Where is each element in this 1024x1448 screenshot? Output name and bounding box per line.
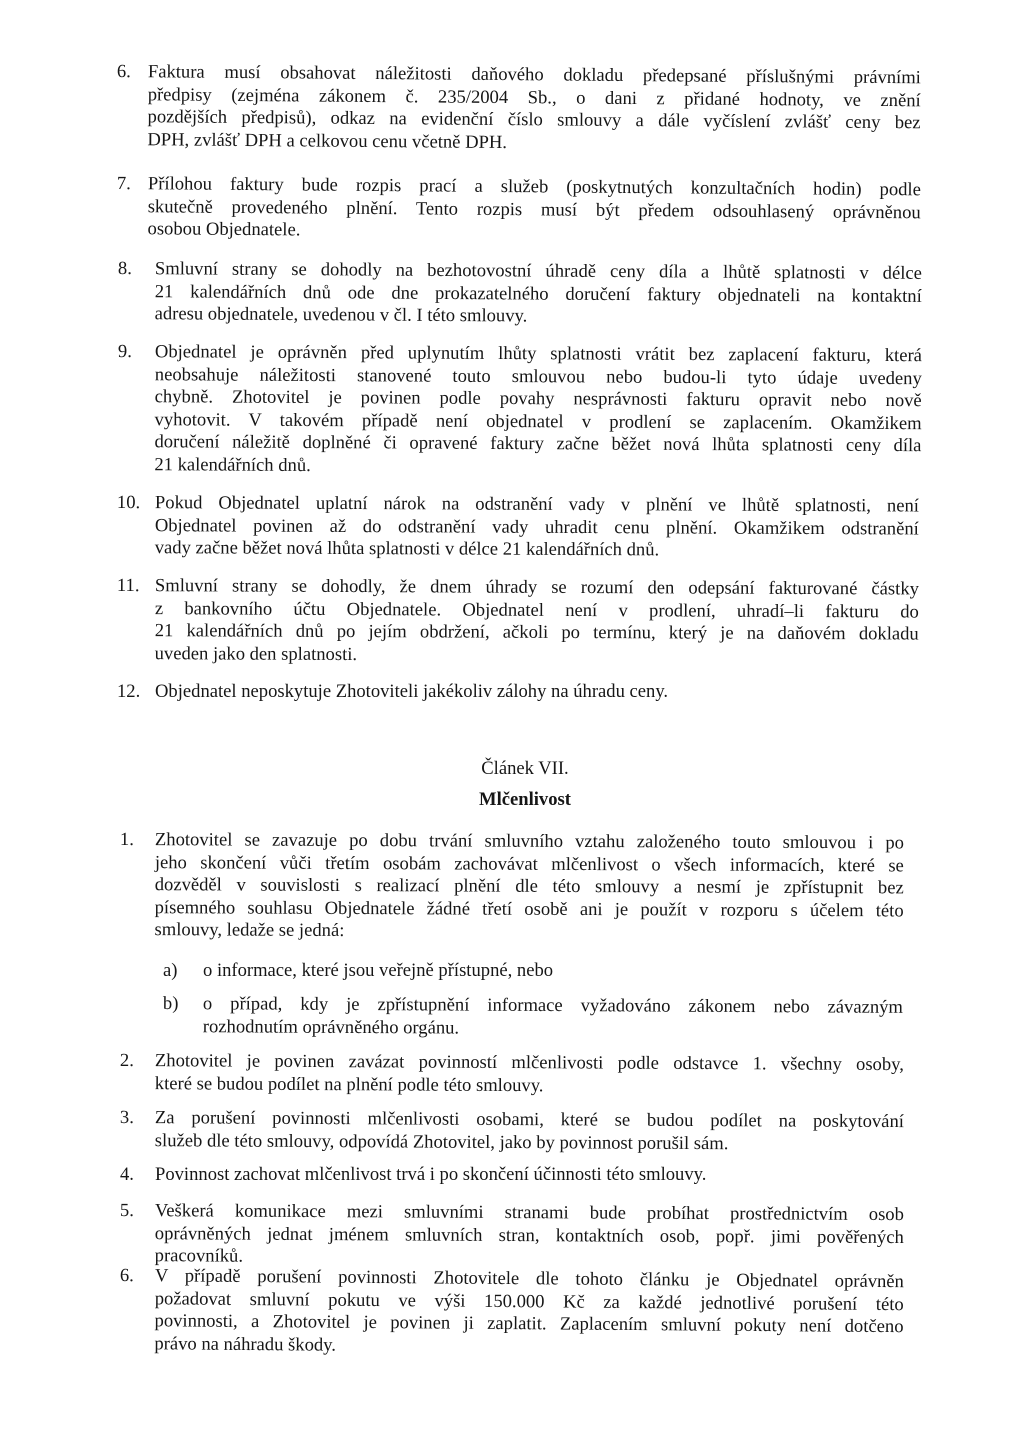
paragraph-line: 21 kalendářních dnů po jejím obdržení, ačkoli po termínu, který je na daňovém dokladu	[154, 620, 919, 645]
list-letter: b)	[162, 993, 179, 1015]
paragraph-line: právo na náhradu škody.	[154, 1333, 337, 1356]
paragraph-line: předpisy (zejména zákonem č. 235/2004 Sb., o dani z přidané hodnoty, ve znění	[147, 83, 921, 111]
paragraph-number: 2.	[119, 1050, 134, 1072]
paragraph-line: osobou Objednatele.	[147, 218, 301, 241]
list-letter: a)	[163, 960, 178, 981]
paragraph-line: V případě porušení povinnosti Zhotovitele dle tohoto článku je Objednatel oprávněn	[154, 1265, 904, 1293]
paragraph-vii-6	[119, 1265, 904, 1362]
paragraph-line: jeho skončení vůči třetím osobám zachovávat mlčenlivost o všech informacích, které se	[154, 851, 904, 877]
paragraph-line: Veškerá komunikace mezi smluvními stranami bude probíhat prostřednictvím osob	[154, 1200, 904, 1226]
paragraph-vii-4	[120, 1164, 904, 1187]
paragraph-line: Zhotovitel se zavazuje po dobu trvání smluvního vztahu založeného touto smlouvou i po	[154, 829, 904, 854]
paragraph-vi-10	[117, 492, 919, 563]
paragraph-line: neobsahuje náležitosti stanovené touto smlouvou nebo budou-li tyto údaje uvedeny	[154, 363, 922, 389]
paragraph-vii-2	[120, 1050, 904, 1099]
paragraph-line: Smluvní strany se dohodly na bezhotovostní úhradě ceny díla a lhůtě splatnosti v délce	[154, 258, 922, 284]
paragraph-line: vady začne běžet nová lhůta splatnosti v délce 21 kalendářních dnů.	[154, 537, 660, 561]
paragraph-line: pozdějších předpisů), odkaz na evidenční číslo smlouvy a dále vyčíslení zvlášť ceny bez	[147, 106, 921, 134]
paragraph-line: adresu objednatele, uvedenou v čl. I této smlouvy.	[154, 303, 528, 327]
paragraph-number: 7.	[116, 173, 131, 195]
paragraph-vi-6	[116, 61, 921, 158]
paragraph-line: Přílohou faktury bude rozpis prací a služeb (poskytnutých konzultačních hodin) podle	[147, 173, 921, 201]
paragraph-line: povinnosti, a Zhotovitel je povinen ji zaplatit. Zaplacením smluvní pokuty není dotčeno	[154, 1310, 904, 1338]
paragraph-line: Objednatel povinen až do odstranění vady uhradit cenu plnění. Okamžikem odstranění	[154, 514, 919, 540]
article-number: Článek VII.	[481, 758, 569, 779]
list-line: o informace, které jsou veřejně přístupné, nebo	[203, 960, 554, 981]
paragraph-line: DPH, zvlášť DPH a celkovou cenu včetně DPH.	[147, 129, 508, 153]
paragraph-vi-7	[116, 173, 921, 247]
article-title: Mlčenlivost	[479, 789, 571, 810]
paragraph-line: vyhotovit. V takovém případě není objednatel v prodlení se zaplacením. Okamžikem	[154, 408, 922, 434]
paragraph-line: písemného souhlasu Objednatele žádné třetí osobě ani je použít v rozporu s účelem této	[154, 896, 904, 922]
paragraph-number: 5.	[119, 1200, 134, 1222]
paragraph-number: 4.	[120, 1164, 134, 1185]
paragraph-line: oprávněných jednat jménem smluvních stran, kontaktních osob, popř. jimi pověřených	[154, 1222, 904, 1248]
paragraph-vi-9	[117, 341, 922, 481]
paragraph-line: služeb dle této smlouvy, odpovídá Zhotovitel, jako by povinnost porušil sám.	[154, 1129, 729, 1154]
paragraph-line: Objednatel neposkytuje Zhotoviteli jakékoliv zálohy na úhradu ceny.	[155, 681, 669, 702]
list-item-a	[163, 960, 903, 983]
paragraph-number: 6.	[116, 61, 131, 83]
paragraph-vii-5	[120, 1200, 904, 1272]
paragraph-line: 21 kalendářních dnů.	[154, 454, 311, 476]
paragraph-line: Zhotovitel je povinen zavázat povinností mlčenlivosti podle odstavce 1. všechny osoby,	[154, 1050, 904, 1076]
paragraph-number: 12.	[117, 681, 141, 702]
paragraph-number: 11.	[116, 575, 140, 597]
paragraph-line: skutečně provedeného plnění. Tento rozpis musí být předem odsouhlasený oprávněnou	[147, 195, 921, 223]
list-item-b	[163, 993, 903, 1042]
paragraph-line: Objednatel je oprávněn před uplynutím lhůty splatnosti vrátit bez zaplacení fakturu, která	[154, 341, 922, 367]
paragraph-number: 10.	[116, 492, 141, 514]
paragraph-line: pracovníků.	[154, 1245, 244, 1267]
paragraph-vi-8	[118, 258, 922, 331]
paragraph-vii-1	[120, 829, 904, 945]
paragraph-line: chybně. Zhotovitel je povinen podle povahy nesprávnosti fakturu opravit nebo nově	[154, 386, 922, 412]
paragraph-line: Pokud Objednatel uplatní nárok na odstranění vady v plnění ve lhůtě splatnosti, není	[154, 492, 919, 517]
paragraph-line: uveden jako den splatnosti.	[154, 642, 358, 665]
paragraph-line: požadovat smluvní pokutu ve výši 150.000 Kč za každé jednotlivé porušení této	[154, 1287, 904, 1315]
paragraph-number: 9.	[117, 341, 132, 363]
paragraph-line: 21 kalendářních dnů ode dne prokazatelného doručení faktury objednateli na kontaktní	[154, 280, 922, 307]
paragraph-line: dozvěděl v souvislosti s realizací plnění dle této smlouvy a nesmí je zpřístupnit bez	[154, 874, 904, 899]
paragraph-number: 6.	[119, 1265, 134, 1287]
paragraph-vi-11	[117, 575, 919, 669]
list-line: o případ, kdy je zpřístupnění informace vyžadováno zákonem nebo závazným	[202, 993, 903, 1018]
paragraph-line: Smluvní strany se dohodly, že dnem úhrady se rozumí den odepsání fakturované částky	[154, 575, 919, 600]
paragraph-line: doručení náležitě doplněné či opravené faktury začne běžet nová lhůta splatnosti ceny díla	[154, 431, 922, 457]
paragraph-line: Faktura musí obsahovat náležitosti daňového dokladu předepsané příslušnými právními	[147, 61, 921, 89]
paragraph-line: smlouvy, ledaže se jedná:	[154, 919, 345, 942]
paragraph-vi-12	[117, 681, 919, 704]
paragraph-number: 1.	[119, 829, 134, 851]
article-heading	[0, 758, 1024, 781]
paragraph-line: Povinnost zachovat mlčenlivost trvá i po skončení účinnosti této smlouvy.	[155, 1164, 707, 1185]
article-title-wrap	[0, 789, 1024, 812]
paragraph-line: které se budou podílet na plnění podle této smlouvy.	[154, 1072, 544, 1096]
paragraph-line: Za porušení povinnosti mlčenlivosti osobami, které se budou podílet na poskytování	[154, 1107, 904, 1133]
paragraph-number: 8.	[117, 258, 132, 280]
paragraph-vii-3	[120, 1107, 904, 1156]
list-line: rozhodnutím oprávněného orgánu.	[202, 1015, 460, 1039]
paragraph-line: z bankovního účtu Objednatele. Objednatel není v prodlení, uhradí–li fakturu do	[154, 597, 919, 623]
paragraph-number: 3.	[119, 1107, 134, 1129]
